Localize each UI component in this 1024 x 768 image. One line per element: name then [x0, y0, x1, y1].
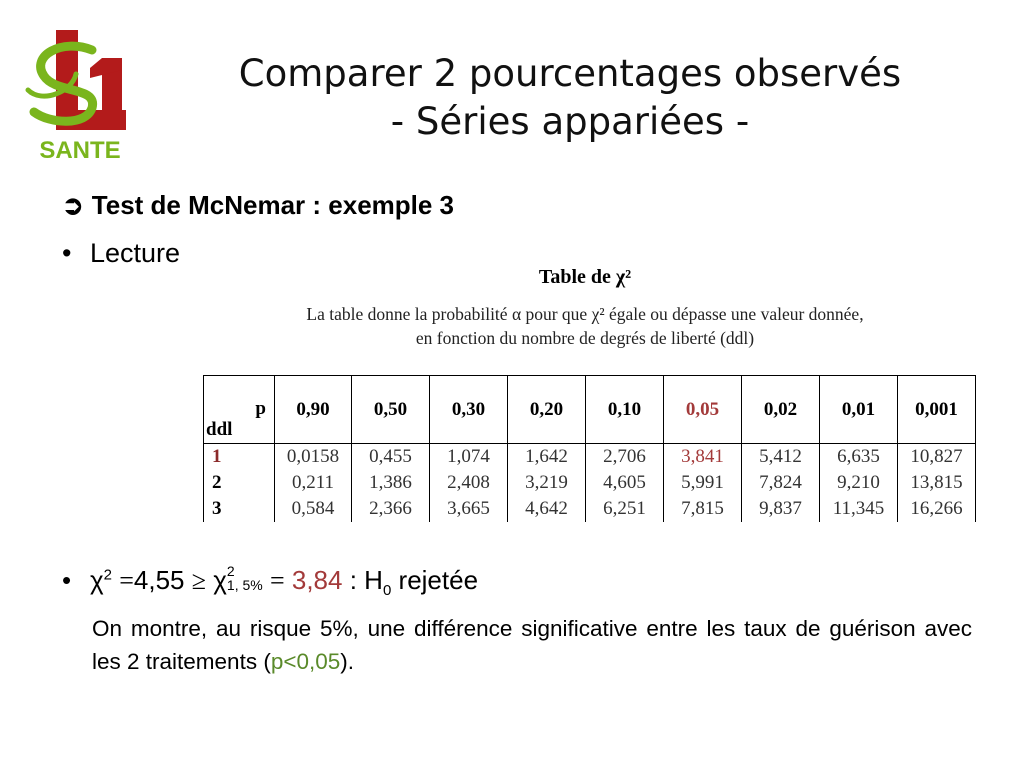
table-subtitle-line-1: La table donne la probabilité α pour que χ² égale ou dépasse une valeur donnée, [306, 304, 864, 324]
table-cell: 6,635 [820, 444, 898, 471]
corner-p-label: p [255, 398, 266, 419]
title-line-1: Comparer 2 pourcentages observés [238, 52, 902, 95]
table-cell: 5,412 [742, 444, 820, 471]
table-cell: 7,824 [742, 470, 820, 496]
slide-title [150, 50, 990, 146]
column-header: 0,001 [898, 376, 976, 444]
bullet-lecture [62, 238, 180, 269]
row-ddl-cell: 3 [204, 496, 275, 522]
chi-exponent: 2 [103, 566, 112, 584]
table-cell: 2,408 [430, 470, 508, 496]
column-header: 0,20 [508, 376, 586, 444]
table-cell: 9,837 [742, 496, 820, 522]
table-cell: 16,266 [898, 496, 976, 522]
chi-critical-symbol: χ [213, 565, 227, 595]
conclusion-paragraph [92, 612, 972, 678]
table-cell: 0,211 [275, 470, 352, 496]
chi-value: 4,55 [133, 565, 185, 595]
table-title: Table de χ² [538, 266, 632, 288]
table-row [204, 496, 976, 522]
geq-sign: ≥ [191, 566, 207, 595]
table-cell: 3,219 [508, 470, 586, 496]
corner-ddl-label: ddl [206, 419, 233, 440]
column-header: 0,01 [820, 376, 898, 444]
table-cell: 10,827 [898, 444, 976, 471]
h-prefix: : H [349, 565, 383, 595]
logo-text: SANTE [39, 137, 121, 164]
row-ddl-cell: 2 [204, 470, 275, 496]
table-cell: 2,366 [352, 496, 430, 522]
chi-symbol: χ [90, 565, 104, 595]
heading-text: Test de McNemar : exemple 3 [91, 190, 455, 220]
table-cell-highlight: 3,841 [664, 444, 742, 471]
title-line-2: - Séries appariées - [390, 100, 750, 143]
table-cell: 5,991 [664, 470, 742, 496]
table-cell: 9,210 [820, 470, 898, 496]
table-cell: 1,386 [352, 470, 430, 496]
table-cell: 4,605 [586, 470, 664, 496]
critical-value: 3,84 [291, 565, 343, 595]
rejection-text: rejetée [398, 565, 479, 595]
column-header-highlight: 0,05 [664, 376, 742, 444]
table-corner-cell [204, 376, 275, 444]
table-row [204, 444, 976, 471]
equals-sign: = [119, 566, 134, 595]
table-cell: 13,815 [898, 470, 976, 496]
chi-square-table [203, 375, 976, 522]
conclusion-end: ). [340, 649, 355, 674]
table-cell: 4,642 [508, 496, 586, 522]
bullet-dot-icon: • [62, 238, 72, 268]
logo-graphic [22, 28, 142, 166]
formula [90, 563, 479, 600]
column-header: 0,50 [352, 376, 430, 444]
critical-subscript: 1, 5% [226, 577, 263, 594]
table-cell: 1,642 [508, 444, 586, 471]
column-header: 0,02 [742, 376, 820, 444]
column-header: 0,10 [586, 376, 664, 444]
table-cell: 0,584 [275, 496, 352, 522]
table-cell: 11,345 [820, 496, 898, 522]
conclusion-text: On montre, au risque 5%, une différence significative entre les taux de guérison avec les 2 traitements ( [92, 616, 972, 674]
table-subtitle-line-2: en fonction du nombre de degrés de liberté (ddl) [415, 328, 755, 348]
table-cell: 0,0158 [275, 444, 352, 471]
table-subtitle [200, 302, 970, 350]
equals-sign-2: = [269, 566, 285, 595]
column-header: 0,90 [275, 376, 352, 444]
table-cell: 1,074 [430, 444, 508, 471]
bullet-formula [62, 565, 478, 599]
bullet-lecture-text: Lecture [90, 238, 181, 268]
arrow-icon: ➲ [62, 190, 84, 220]
table-row [204, 470, 976, 496]
row-ddl-cell: 1 [204, 444, 275, 471]
table-cell: 2,706 [586, 444, 664, 471]
section-heading [62, 190, 454, 221]
bullet-dot-icon: • [62, 565, 72, 595]
p-value: p<0,05 [270, 649, 341, 674]
table-cell: 0,455 [352, 444, 430, 471]
table-cell: 7,815 [664, 496, 742, 522]
l1-sante-logo [22, 28, 142, 166]
h-subscript: 0 [382, 582, 392, 600]
table-cell: 3,665 [430, 496, 508, 522]
table-cell: 6,251 [586, 496, 664, 522]
critical-exponent: 2 [226, 563, 235, 580]
table-header-row [204, 376, 976, 444]
column-header: 0,30 [430, 376, 508, 444]
